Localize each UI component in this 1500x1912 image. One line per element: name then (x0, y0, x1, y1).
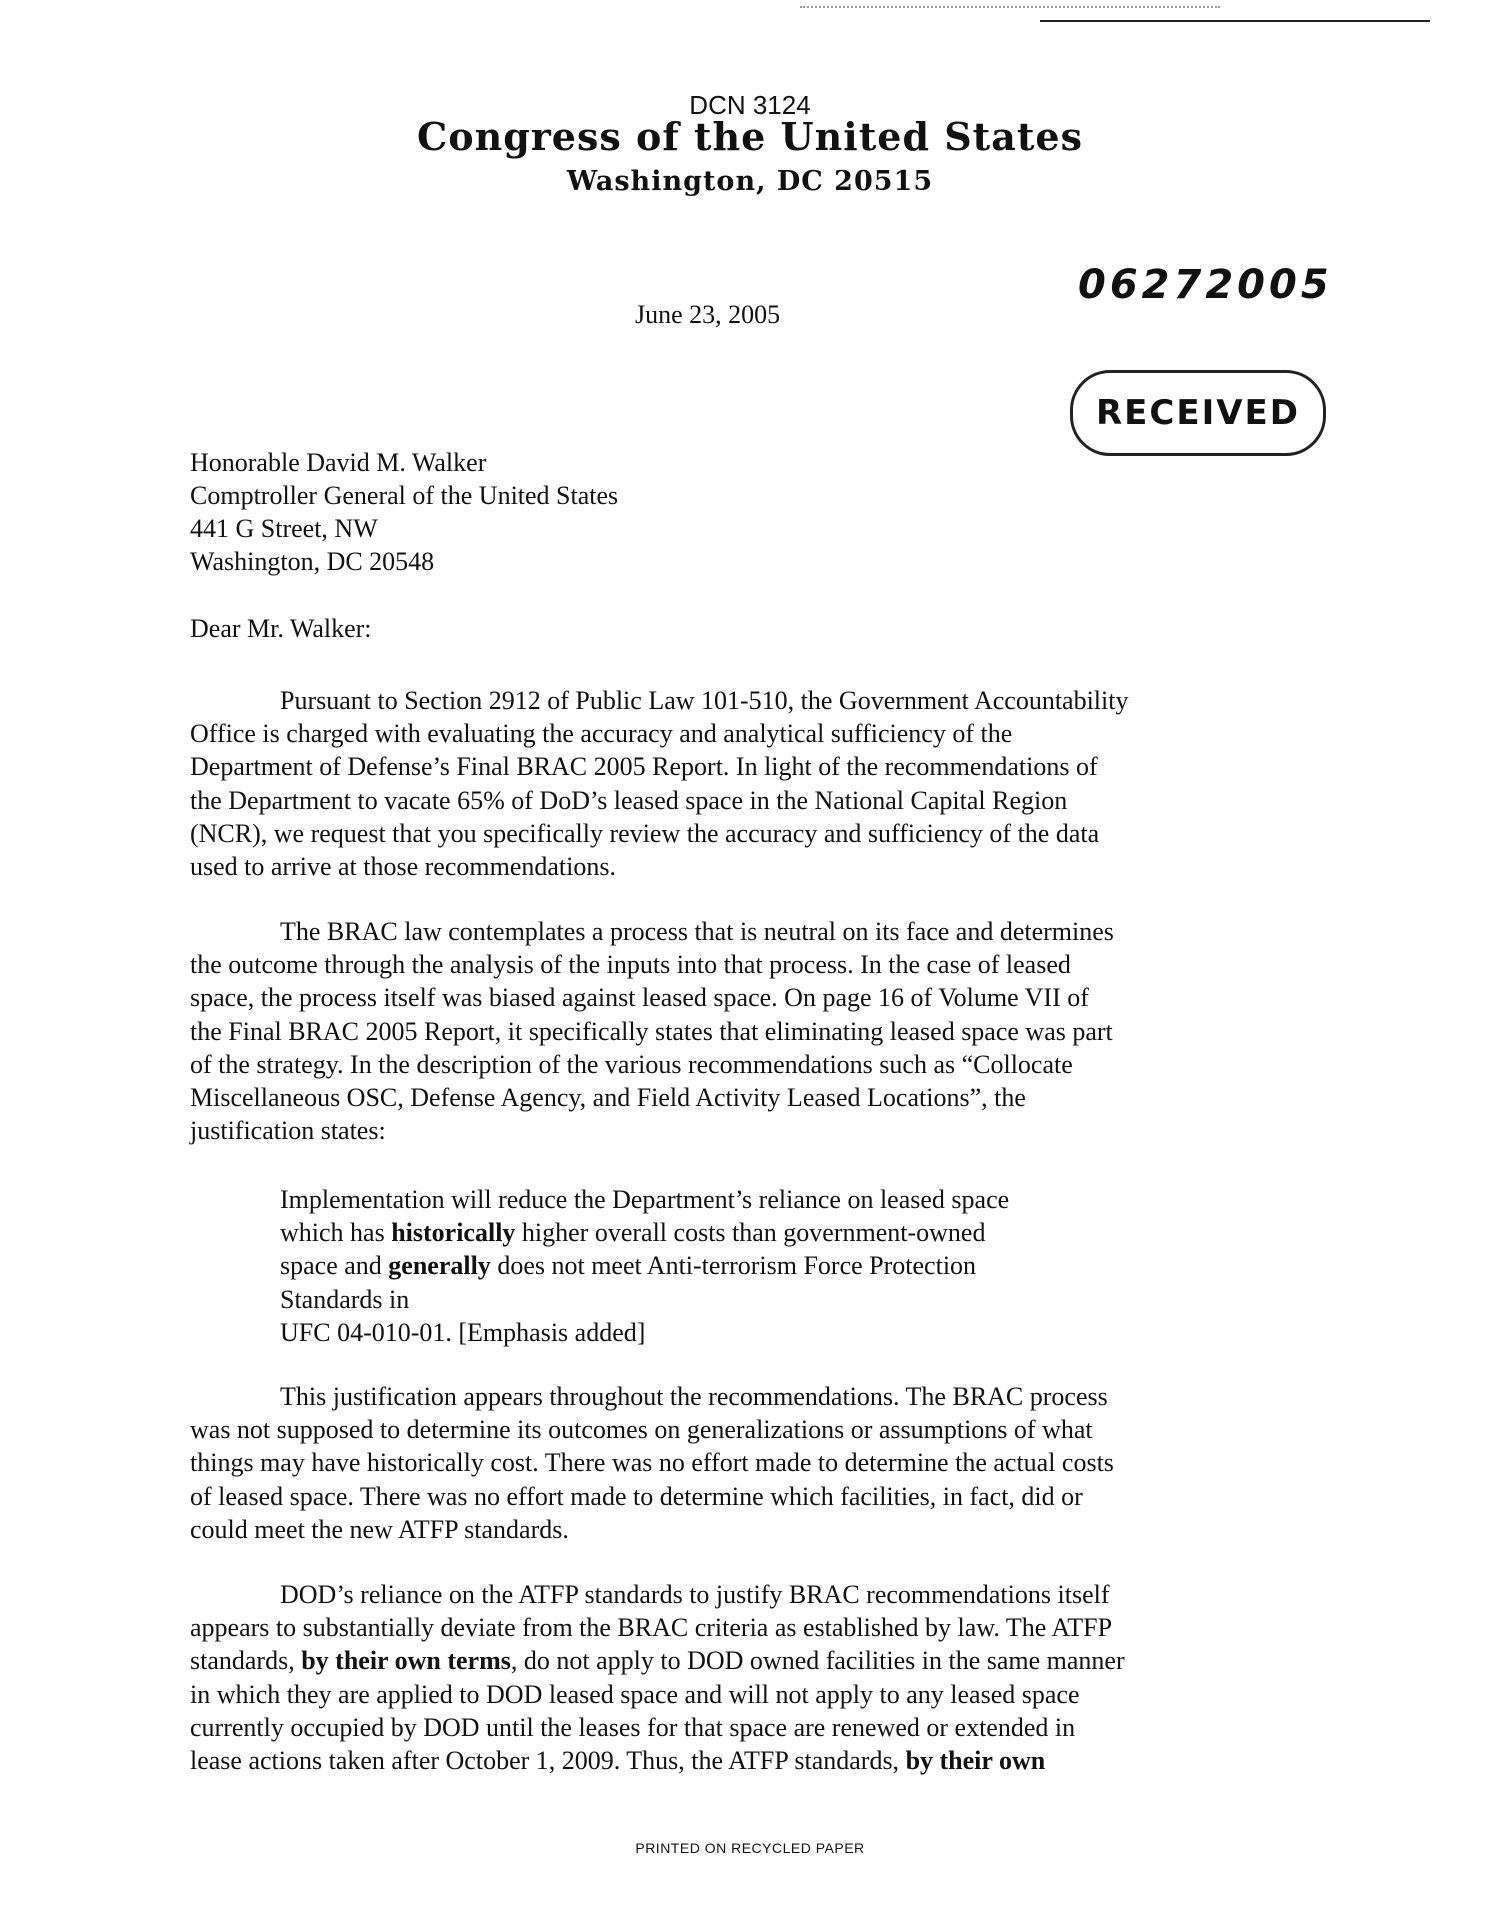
paragraph-line: This justification appears throughout the recommendations. The BRAC process (280, 1382, 1108, 1411)
document-control-number: DCN 3124 (689, 90, 811, 120)
recipient-city: Washington, DC 20548 (190, 547, 435, 576)
paragraph-line: justification states: (190, 1116, 386, 1146)
letterhead-address: Washington, DC 20515 (566, 166, 934, 197)
paragraph-line: (NCR), we request that you specifically review the accuracy and sufficiency of the data (190, 818, 1100, 848)
paragraph-line: of leased space. There was no effort made to determine which facilities, in fact, did or (190, 1481, 1083, 1511)
paragraph-line: used to arrive at those recommendations. (190, 852, 616, 882)
paragraph-1 (190, 684, 1245, 883)
paragraph-3 (190, 1380, 1245, 1546)
letterhead-title: Congress of the United States (417, 114, 1083, 159)
paragraph-line: the Final BRAC 2005 Report, it specifically states that eliminating leased space was part (190, 1016, 1113, 1046)
paragraph-text: , do not apply to DOD owned facilities in the same manner (510, 1646, 1125, 1676)
paragraph-line: Office is charged with evaluating the accuracy and analytical sufficiency of the (190, 719, 1013, 749)
paragraph-text: lease actions taken after October 1, 2009. Thus, the ATFP standards, (190, 1746, 906, 1776)
paragraph-line: Miscellaneous OSC, Defense Agency, and Field Activity Leased Locations”, the (190, 1083, 1026, 1113)
paragraph-line: The BRAC law contemplates a process that is neutral on its face and determines (280, 917, 1114, 946)
recipient-street: 441 G Street, NW (190, 514, 378, 543)
block-quote (280, 1183, 1009, 1349)
emphasis-text: by their own (905, 1746, 1046, 1776)
emphasis-text: generally (388, 1251, 491, 1281)
paragraph-line: could meet the new ATFP standards. (190, 1514, 569, 1544)
quote-line (280, 1249, 1009, 1282)
quote-line: Standards in (280, 1284, 410, 1314)
letter-date: June 23, 2005 (635, 300, 781, 329)
emphasis-text: historically (391, 1218, 516, 1248)
scan-artifact-dots (800, 6, 1220, 11)
quote-text: higher overall costs than government-owned (515, 1218, 986, 1248)
recipient-title: Comptroller General of the United States (190, 481, 619, 510)
paragraph-line: DOD’s reliance on the ATFP standards to justify BRAC recommendations itself (280, 1580, 1110, 1609)
quote-line: Implementation will reduce the Department’s reliance on leased space (280, 1185, 1010, 1214)
paragraph-line: of the strategy. In the description of the various recommendations such as “Collocate (190, 1049, 1073, 1079)
paragraph-line: currently occupied by DOD until the leases for that space are renewed or extended in (190, 1712, 1076, 1742)
quote-text: space and (280, 1251, 389, 1281)
paragraph-line: the outcome through the analysis of the inputs into that process. In the case of leased (190, 950, 1071, 980)
paragraph-line: Pursuant to Section 2912 of Public Law 101-510, the Government Accountability (280, 686, 1129, 715)
paragraph-4 (190, 1578, 1245, 1777)
emphasis-text: by their own terms (301, 1646, 511, 1676)
recipient-name: Honorable David M. Walker (190, 448, 487, 477)
paragraph-2 (190, 915, 1245, 1147)
paragraph-line (190, 1744, 1245, 1777)
paragraph-line (190, 1644, 1245, 1677)
paragraph-line: the Department to vacate 65% of DoD’s leased space in the National Capital Region (190, 785, 1068, 815)
salutation: Dear Mr. Walker: (190, 614, 372, 643)
recycled-paper-footer: PRINTED ON RECYCLED PAPER (635, 1840, 865, 1856)
paragraph-line: appears to substantially deviate from the BRAC criteria as established by law. The ATFP (190, 1613, 1113, 1643)
paragraph-line: space, the process itself was biased against leased space. On page 16 of Volume VII of (190, 983, 1089, 1013)
quote-text: does not meet Anti-terrorism Force Protection (490, 1251, 977, 1281)
paragraph-text: standards, (190, 1646, 302, 1676)
paragraph-line: things may have historically cost. There was no effort made to determine the actual costs (190, 1448, 1114, 1478)
received-stamp: RECEIVED (1070, 370, 1326, 456)
paragraph-line: Department of Defense’s Final BRAC 2005 Report. In light of the recommendations of (190, 752, 1098, 782)
scan-artifact-line (1040, 20, 1430, 22)
received-date-stamp: 06272005 (1078, 262, 1333, 308)
quote-text: which has (280, 1218, 392, 1248)
quote-line: UFC 04-010-01. [Emphasis added] (280, 1317, 646, 1347)
recipient-address (190, 446, 618, 578)
quote-line (280, 1216, 1009, 1249)
paragraph-line: in which they are applied to DOD leased space and will not apply to any leased space (190, 1679, 1080, 1709)
paragraph-line: was not supposed to determine its outcomes on generalizations or assumptions of what (190, 1415, 1093, 1445)
